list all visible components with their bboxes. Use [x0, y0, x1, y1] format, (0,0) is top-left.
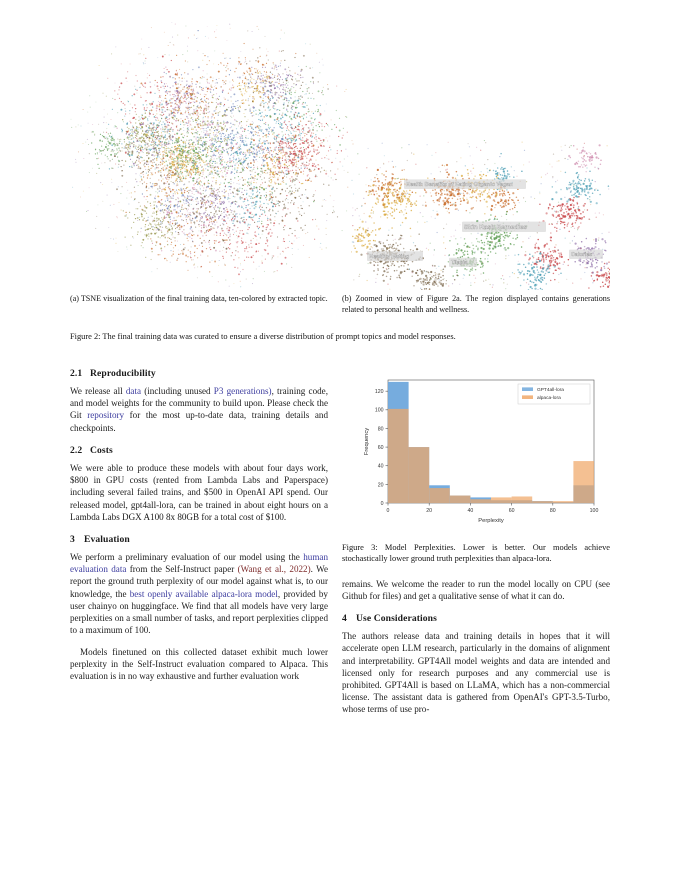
inline-citation[interactable]: (Wang et al., 2022) [237, 564, 311, 575]
tsne-scatter-svg [70, 22, 351, 290]
figure-3-caption: Figure 3: Model Perplexities. Lower is better. Our models achieve stochastically lower ground truth perplexities than alpaca-lora. [342, 543, 610, 564]
section-number: 2.1 [70, 368, 83, 379]
perplexity-histogram-svg [342, 368, 610, 536]
section-title: Costs [90, 444, 113, 456]
cluster-label [449, 258, 477, 267]
section-title: Use Considerations [356, 613, 437, 625]
tsne-zoom-scatter-svg [351, 140, 610, 290]
right-column [342, 368, 610, 868]
figure-2b-zoomed-plot [351, 140, 610, 290]
figure-2b-caption: (b) Zoomed in view of Figure 2a. The region displayed contains generations related to personal health and wellness. [342, 294, 610, 314]
body-columns [70, 368, 610, 868]
left-column [70, 368, 328, 868]
inline-text: (including unused [141, 386, 214, 396]
section-heading-2-2 [70, 445, 328, 456]
cluster-label [569, 250, 603, 259]
paragraph-evaluation-2: Models finetuned on this collected dataset exhibit much lower perplexity in the Self-Instruct evaluation compared to Alpaca. This evaluation is in no way exhaustive and further evaluation work [70, 646, 328, 681]
inline-text: for the most up-to-date data, training details and checkpoints. [70, 410, 328, 433]
section-heading-4 [342, 613, 610, 624]
inline-link[interactable]: P3 generations) [213, 386, 272, 396]
figure-2a-caption: (a) TSNE visualization of the final training data, ten-colored by extracted topic. [70, 294, 328, 303]
section-number: 4 [342, 613, 347, 625]
paragraph-use-considerations: The authors release data and training details in hopes that it will accelerate open LLM research, particularly in the domains of alignment and interpretability. GPT4All model weights and data are intended and licensed only for research purposes and any commercial use is prohibited. GPT4All is based on LLaMA, which has a non-commercial license. The assistant data is gathered from OpenAI's GPT-3.5-Turbo, whose terms of use pro- [342, 631, 610, 715]
figure-2-row [70, 22, 610, 290]
paragraph-reproducibility [70, 385, 328, 434]
inline-text: , training code, and model weights for the community to build upon. Please check the Git [70, 386, 328, 421]
cluster-label [367, 251, 423, 261]
section-title: Reproducibility [90, 368, 156, 379]
figure-2a-tsne-plot [70, 22, 351, 290]
inline-text: , provided by user chainyo on huggingface. We find that all models have very large perplexities on a small number of tasks, and report perplexities clipped to a maximum of 100. [70, 588, 328, 636]
figure-3-perplexity-histogram [342, 368, 610, 536]
section-title: Evaluation [84, 533, 130, 545]
paragraph-costs: We were able to produce these models with about four days work, $800 in GPU costs (rented from Lambda Labs and Paperspace) including several failed trains, and $500 in OpenAI API spend. Our released model, gpt4all-lora, can be trained in about eight hours on a Lambda Labs DGX A100 8x 80GB for a total cost of $100. [70, 462, 328, 522]
inline-text: We release all [70, 386, 126, 396]
section-heading-3 [70, 534, 328, 545]
figure-2-subcaptions [70, 294, 610, 315]
paragraph-evaluation-1 [70, 551, 328, 637]
inline-text: from the Self-Instruct paper [126, 564, 238, 575]
inline-text: We perform a preliminary evaluation of our model using the [70, 551, 304, 562]
section-heading-2-1 [70, 368, 328, 379]
paragraph-evaluation-2-cont: remains. We welcome the reader to run the model locally on CPU (see Github for files) and get a qualitative sense of what it can do. [342, 578, 610, 601]
cluster-label [404, 179, 526, 189]
inline-link[interactable]: best openly available alpaca-lora model [129, 588, 278, 599]
cluster-label [462, 222, 546, 232]
inline-link[interactable]: data [125, 386, 142, 396]
figure-2-main-caption: Figure 2: The final training data was curated to ensure a diverse distribution of prompt topics and model responses. [70, 332, 456, 341]
inline-text: . We report the ground truth perplexity of our model against what is, to our knowledge, the [70, 564, 328, 599]
inline-link[interactable]: human evaluation data [70, 551, 328, 575]
inline-link[interactable]: repository [87, 410, 125, 421]
section-number: 2.2 [70, 444, 83, 456]
section-number: 3 [70, 533, 75, 545]
